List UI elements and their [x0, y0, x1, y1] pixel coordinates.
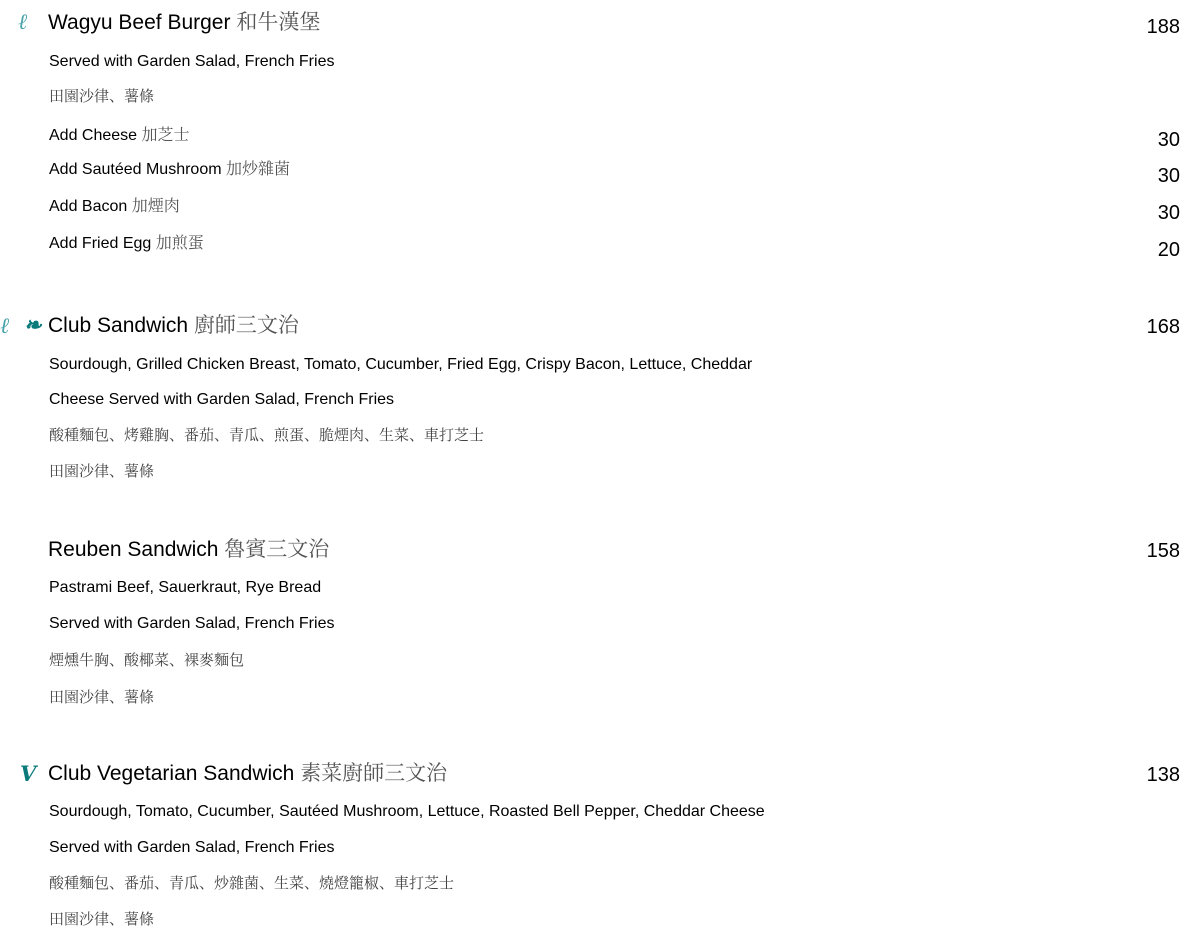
item-description: Pastrami Beef, Sauerkraut, Rye Bread — [49, 579, 322, 596]
item-description-zh: 田園沙律、薯條 — [49, 911, 155, 928]
item-description-zh: 田園沙律、薯條 — [49, 689, 155, 706]
item-description: Served with Garden Salad, French Fries — [49, 839, 335, 856]
addon-label-zh: 加煙肉 — [131, 198, 180, 215]
vegetarian-icon: V — [20, 761, 37, 786]
addon-label-en: Add Sautéed Mushroom — [49, 161, 222, 178]
addon-label-zh: 加煎蛋 — [155, 235, 204, 252]
addon-label — [49, 234, 204, 254]
addon-price: 30 — [1157, 165, 1180, 187]
addon-label-zh: 加炒雜菌 — [226, 161, 291, 178]
item-title-zh: 魯賓三文治 — [224, 538, 330, 561]
item-description-zh: 田園沙律、薯條 — [49, 463, 155, 480]
item-title-zh: 和牛漢堡 — [236, 11, 321, 34]
teal-flourish-icon: ℓ — [18, 10, 28, 35]
addon-label-en: Add Cheese — [49, 127, 138, 144]
addon-label-en: Add Fried Egg — [49, 235, 152, 252]
item-description-zh: 酸種麵包、番茄、青瓜、炒雜菌、生菜、燒燈籠椒、車打芝士 — [49, 875, 455, 892]
addon-label — [49, 126, 190, 146]
item-title-en: Wagyu Beef Burger — [48, 11, 231, 34]
item-title — [48, 761, 447, 787]
addon-label — [49, 197, 180, 217]
item-title-zh: 廚師三文治 — [193, 314, 299, 337]
item-title-en: Club Vegetarian Sandwich — [48, 762, 295, 785]
addon-label — [49, 160, 290, 180]
item-description: Served with Garden Salad, French Fries — [49, 615, 335, 632]
item-price: 168 — [1146, 316, 1180, 338]
item-description-zh: 酸種麵包、烤雞胸、番茄、青瓜、煎蛋、脆煙肉、生菜、車打芝士 — [49, 427, 485, 444]
item-description-zh: 煙燻牛胸、酸椰菜、裸麥麵包 — [49, 652, 245, 669]
addon-price: 20 — [1157, 239, 1180, 261]
item-price: 188 — [1146, 16, 1180, 38]
item-title — [48, 313, 299, 339]
addon-label-zh: 加芝士 — [141, 127, 190, 144]
item-price: 138 — [1146, 764, 1180, 786]
item-description: Cheese Served with Garden Salad, French Fries — [49, 391, 395, 408]
item-description: Served with Garden Salad, French Fries — [49, 53, 335, 70]
teal-flourish-icon: ℓ — [0, 314, 10, 339]
item-description: Sourdough, Tomato, Cucumber, Sautéed Mushroom, Lettuce, Roasted Bell Pepper, Cheddar Cheese — [49, 803, 765, 820]
item-description: Sourdough, Grilled Chicken Breast, Tomato, Cucumber, Fried Egg, Crispy Bacon, Lettuce, Cheddar — [49, 356, 753, 373]
item-title-en: Club Sandwich — [48, 314, 189, 337]
pork-icon: ❧ — [24, 312, 42, 337]
item-price: 158 — [1146, 540, 1180, 562]
addon-label-en: Add Bacon — [49, 198, 128, 215]
addon-price: 30 — [1157, 129, 1180, 151]
item-title-zh: 素菜廚師三文治 — [300, 762, 448, 785]
addon-price: 30 — [1157, 202, 1180, 224]
item-description-zh: 田園沙律、薯條 — [49, 88, 155, 105]
item-title — [48, 537, 329, 563]
item-title-en: Reuben Sandwich — [48, 538, 219, 561]
item-title — [48, 10, 320, 36]
